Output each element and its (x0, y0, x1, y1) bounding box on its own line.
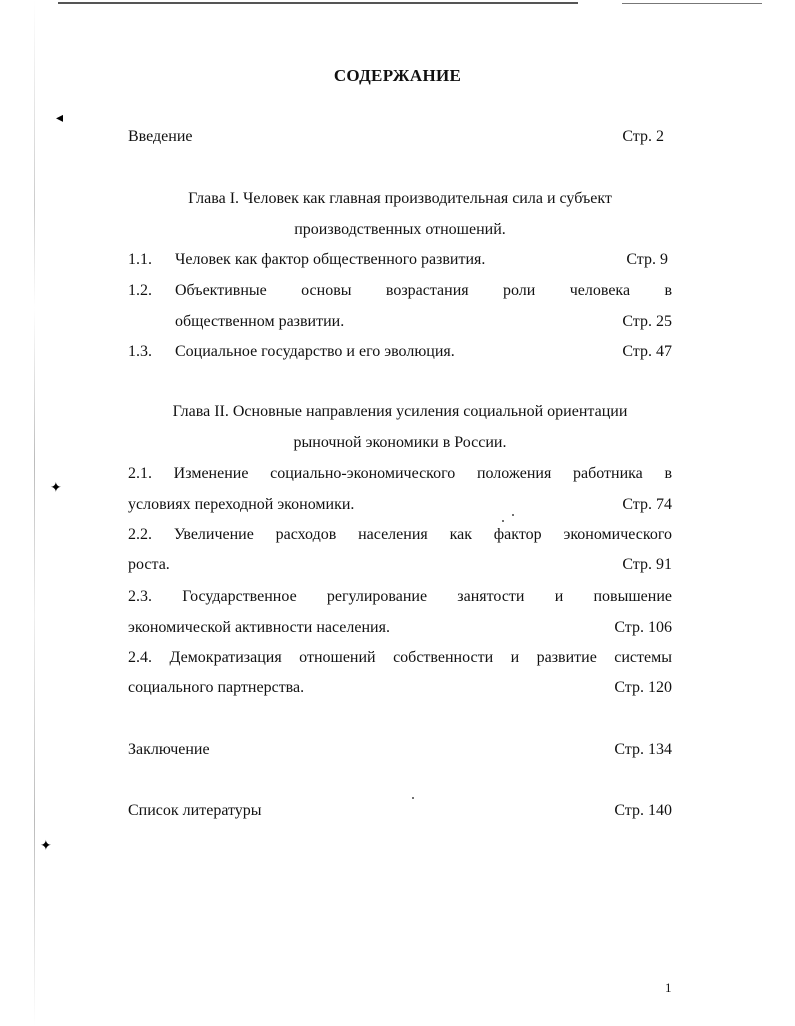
toc-entry-2-4-line1: 2.4. Демократизация отношений собственности и развитие системы (128, 649, 672, 666)
star-mark-icon: ✦ (40, 839, 52, 854)
speck (502, 520, 504, 522)
toc-text-line2: экономической активности населения. (128, 619, 390, 636)
toc-label: Список литературы (128, 802, 262, 819)
toc-entry-2-3 (128, 616, 672, 640)
toc-page: Стр. 91 (622, 556, 672, 573)
toc-entry-1-3 (128, 340, 672, 364)
toc-page: Стр. 134 (614, 741, 672, 758)
toc-entry-2-4 (128, 676, 672, 700)
toc-page: Стр. 74 (622, 496, 672, 513)
toc-page: Стр. 25 (622, 313, 672, 330)
toc-label: Заключение (128, 741, 210, 758)
toc-entry-2-3-line1: 2.3. Государственное регулирование занятости и повышение (128, 588, 672, 605)
star-mark-icon: ✦ (50, 481, 62, 496)
toc-number: 1.2. (128, 282, 152, 299)
top-rule-right (622, 3, 762, 4)
toc-number: 1.3. (128, 343, 152, 360)
toc-text: Человек как фактор общественного развития. (175, 251, 486, 268)
toc-entry-bibliography (128, 799, 672, 823)
toc-entry-conclusion (128, 738, 672, 762)
toc-entry-2-2 (128, 553, 672, 577)
top-rule (58, 2, 578, 4)
toc-entry-2-2-line1: 2.2. Увеличение расходов населения как фактор экономического (128, 526, 672, 543)
page-number: 1 (665, 980, 672, 995)
toc-page: Стр. 2 (622, 128, 664, 145)
chapter1-heading-line1: Глава I. Человек как главная производительная сила и субъект (188, 190, 612, 207)
arrow-mark-icon: ◂ (56, 111, 64, 126)
toc-entry-1-1 (128, 248, 672, 272)
chapter2-heading-line1: Глава II. Основные направления усиления социальной ориентации (172, 403, 628, 420)
toc-page: Стр. 106 (614, 619, 672, 636)
chapter2-heading-line2: рыночной экономики в России. (293, 434, 507, 451)
toc-entry-2-1-line1: 2.1. Изменение социально-экономического положения работника в (128, 465, 672, 482)
toc-page: Стр. 120 (614, 679, 672, 696)
chapter1-heading-line2: производственных отношений. (294, 221, 506, 238)
toc-page: Стр. 47 (622, 343, 672, 360)
toc-page: Стр. 9 (626, 251, 668, 268)
toc-label: Введение (128, 128, 193, 145)
scan-edge (34, 0, 35, 1026)
toc-entry-2-1 (128, 493, 672, 517)
toc-entry-1-2-cont (128, 310, 672, 334)
toc-page: Стр. 140 (614, 802, 672, 819)
toc-number: 1.1. (128, 251, 152, 268)
toc-entry-introduction (128, 125, 672, 149)
page-title: СОДЕРЖАНИЕ (333, 66, 462, 85)
toc-text-line2: общественном развитии. (175, 313, 345, 330)
toc-text-line1: Объективные основы возрастания роли человека в (175, 282, 672, 299)
toc-text-line2: условиях переходной экономики. (128, 496, 355, 513)
toc-text-line2: социального партнерства. (128, 679, 305, 696)
toc-text-line2: роста. (128, 556, 170, 573)
toc-text: Социальное государство и его эволюция. (175, 343, 455, 360)
